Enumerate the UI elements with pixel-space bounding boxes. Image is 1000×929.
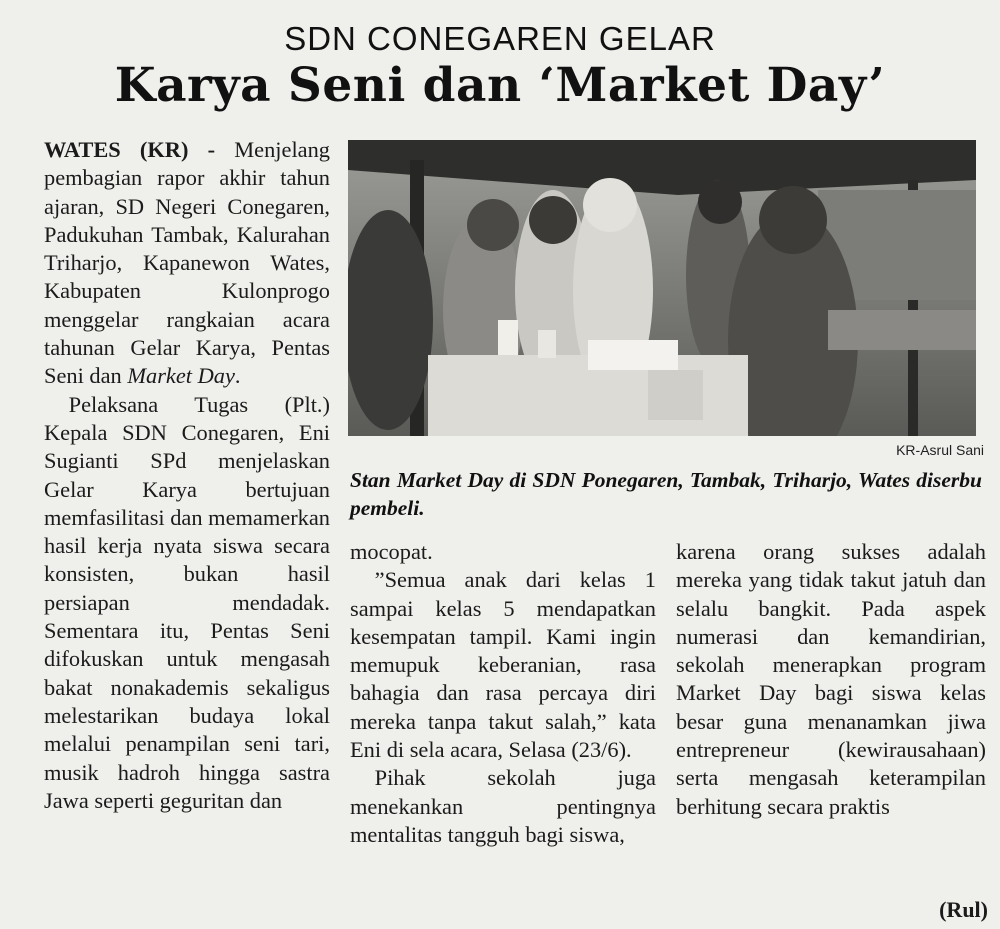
paragraph-2: Pelaksana Tugas (Plt.) Kepala SDN Conegaren, Eni Sugianti SPd menjelaskan Gelar Karya bertujuan memfasilitasi dan memamerkan hasil kerja nyata siswa secara konsisten, bukan hasil persiapan mendadak. Sementara itu, Pentas Seni difokuskan untuk mengasah bakat nonakademis sekaligus melestarikan budaya lokal melalui penampilan seni tari, musik hadroh hingga sastra Jawa seperti geguritan dan xyxy=(44,391,331,813)
author-signature: (Rul) xyxy=(939,897,988,922)
kicker-headline: SDN CONEGAREN GELAR xyxy=(284,20,716,57)
column-3 xyxy=(676,538,986,821)
market-stall-photo xyxy=(348,140,976,436)
paragraph-6: karena orang sukses adalah mereka yang tidak takut jatuh dan selalu bangkit. Pada aspek numerasi dan kemandirian, sekolah menerapkan program Market Day bagi siswa kelas besar guna menanamkan jiwa entrepreneur (kewirausahaan) serta mengasah keterampilan berhitung secara praktis xyxy=(676,539,986,819)
news-photo xyxy=(348,140,976,436)
dateline: WATES (KR) - xyxy=(44,137,216,162)
paragraph-4: ”Semua anak dari kelas 1 sampai kelas 5 mendapatkan kesempatan tampil. Kami ingin memupuk keberanian, rasa bahagia dan rasa percaya diri mereka tanpa takut salah,” kata Eni di sela acara, Selasa (23/6). xyxy=(350,567,656,763)
main-headline: Karya Seni dan ‘Market Day’ xyxy=(114,58,886,113)
paragraph-1-end: . xyxy=(234,363,241,389)
paragraph-5: Pihak sekolah juga menekankan pentingnya mentalitas tangguh bagi siswa, xyxy=(350,765,656,847)
photo-credit: KR-Asrul Sani xyxy=(896,442,984,458)
paragraph-1-text: Menjelang pembagian rapor akhir tahun ajaran, SD Negeri Conegaren, Padukuhan Tambak, Kalurahan Triharjo, Kapanewon Wates, Kabupaten Kulonprogo menggelar rangkaian acara tahunan Gelar Karya, Pentas Seni dan xyxy=(44,137,330,389)
paragraph-1 xyxy=(44,136,330,391)
photo-caption: Stan Market Day di SDN Ponegaren, Tambak, Triharjo, Wates diserbu pembeli. xyxy=(350,468,982,520)
paragraph-3: mocopat. xyxy=(350,539,433,564)
market-day-term: Market Day xyxy=(127,363,235,389)
column-2 xyxy=(350,538,656,849)
column-1 xyxy=(44,136,330,815)
